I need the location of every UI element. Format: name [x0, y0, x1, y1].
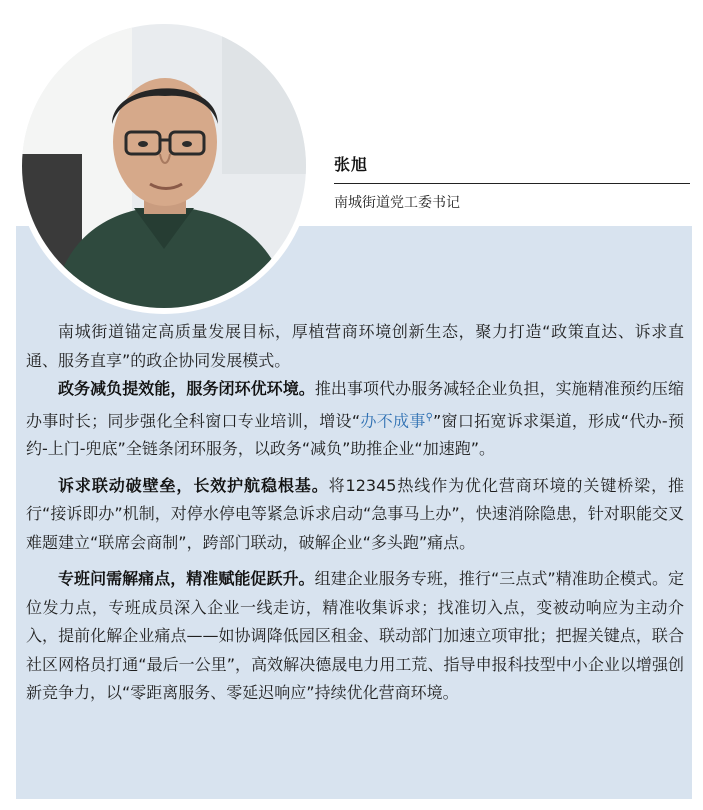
- section2-heading: 诉求联动破壁垒，长效护航稳根基。: [58, 475, 329, 495]
- section1-body-before: 推出事项代办服务减轻企业负担，实施精准预约压缩办事时长；同步强化全科窗口专业培训，增设“: [26, 379, 684, 430]
- section1-body-after: ”窗口拓宽诉求渠道，形成“代办-预约-上门-兜底”全链条闭环服务，以政务“减负”助推企业“加速跑”。: [26, 410, 684, 459]
- section3-heading: 专班问需解痛点，精准赋能促跃升。: [58, 569, 315, 589]
- section3-body: 组建企业服务专班，推行“三点式”精准助企模式。定位发力点，专班成员深入企业一线走访，精准收集诉求；找准切入点，变被动响应为主动介入，提前化解企业痛点——如协调降低园区租金、联动部门加速立项审批；把握关键点，联合社区网格员打通“最后一公里”，高效解决德晟电力用工荒、指导申报科技型中小企业以增强创新竞争力，以“零距离服务、零延迟响应”持续优化营商环境。: [26, 569, 684, 703]
- keyword-link[interactable]: 办不成事: [360, 410, 426, 430]
- portrait-illustration: [22, 24, 306, 308]
- section1-heading: 政务减负提效能，服务闭环优环境。: [58, 379, 315, 398]
- section2-paragraph: [26, 472, 684, 558]
- section3-paragraph: [26, 565, 684, 708]
- intro-paragraph: 南城街道锚定高质量发展目标，厚植营商环境创新生态，聚力打造“政策直达、诉求直通、服务直享”的政企协同发展模式。: [26, 322, 684, 370]
- name-divider: [334, 183, 690, 184]
- search-icon[interactable]: ⚲: [425, 411, 433, 423]
- section2-body: 将12345热线作为优化营商环境的关键桥梁，推行“接诉即办”机制，对停水停电等紧急诉求启动“急事马上办”，快速消除隐患，针对职能交叉难题建立“联席会商制”，跨部门联动，破解企业“多头跑”痛点。: [26, 475, 684, 552]
- article-body: [26, 318, 684, 716]
- portrait-photo: [22, 24, 306, 308]
- person-name: 张旭: [334, 155, 369, 174]
- person-title: 南城街道党工委书记: [334, 195, 460, 211]
- section1-paragraph: [26, 375, 684, 464]
